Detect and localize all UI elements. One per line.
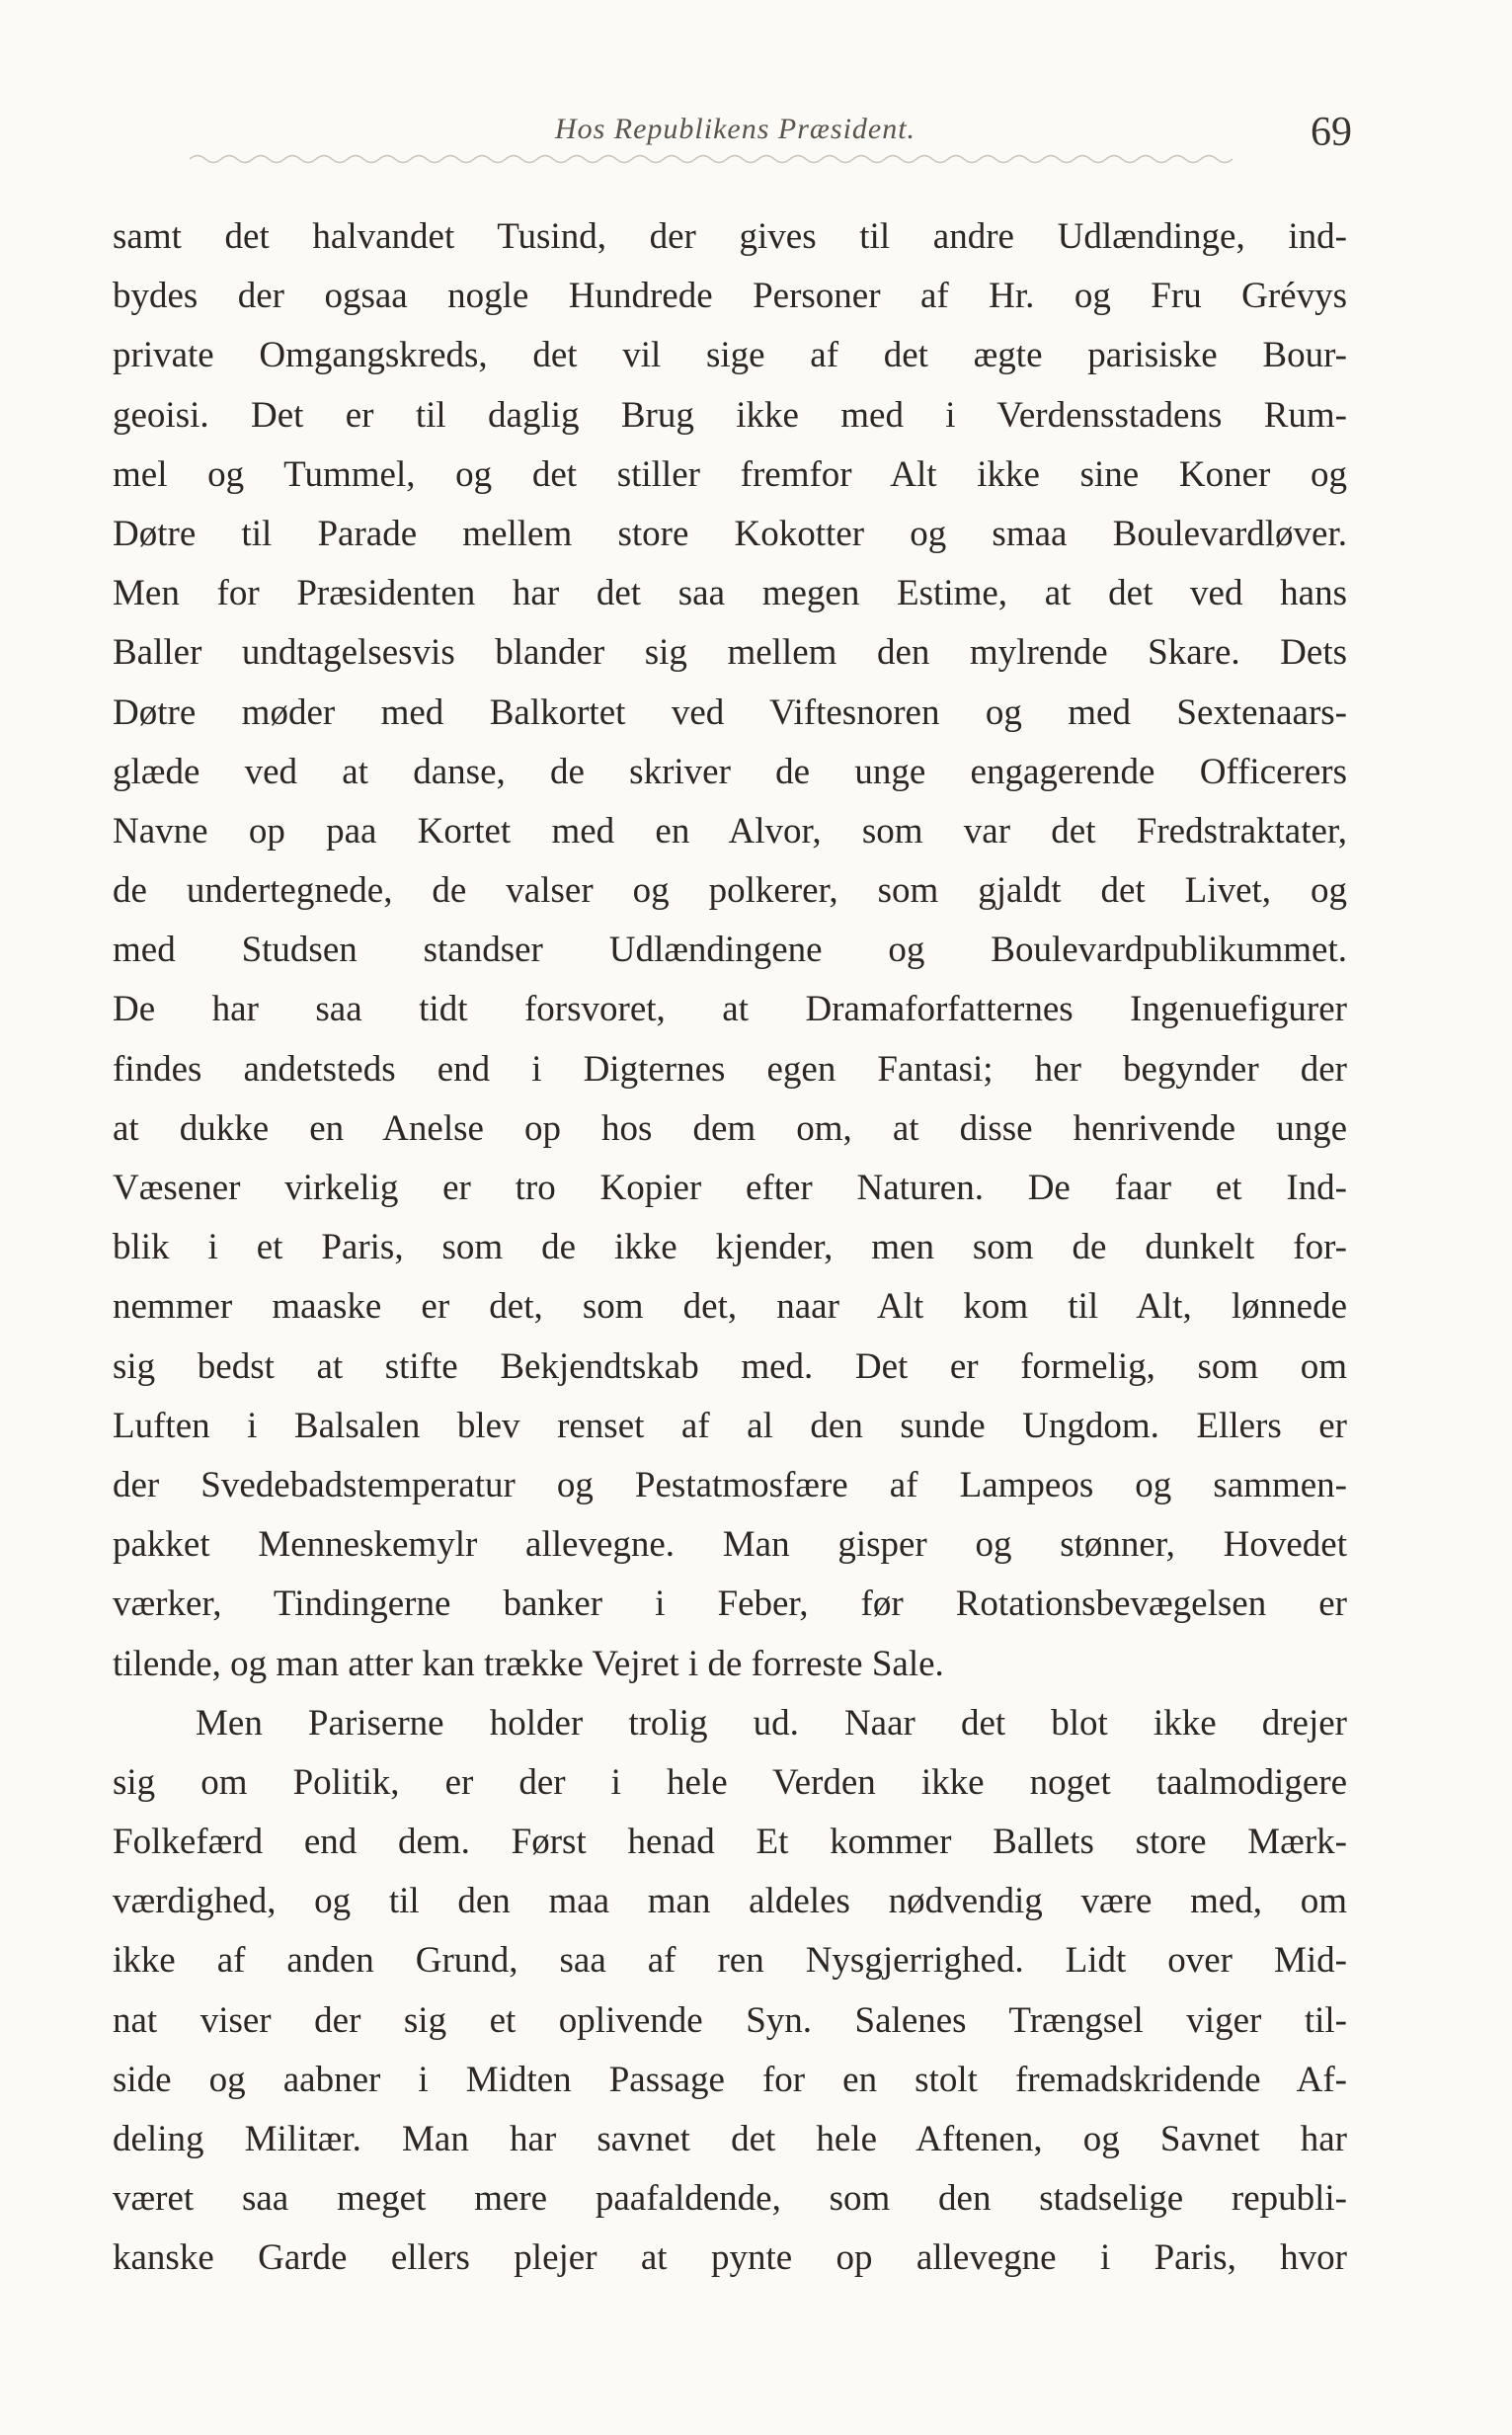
- running-title: Hos Republikens Præsident.: [554, 113, 916, 145]
- text-line: Baller undtagelsesvis blander sig mellem den mylrende Skare. Dets: [113, 632, 1347, 674]
- text-line: private Omgangskreds, det vil sige af det ægte parisiske Bour-: [113, 335, 1347, 376]
- text-line: mel og Tummel, og det stiller fremfor Alt ikke sine Koner og: [113, 453, 1347, 495]
- text-line: geoisi. Det er til daglig Brug ikke med i Verdensstadens Rum-: [113, 394, 1347, 436]
- text-line: Folkefærd end dem. Først henad Et kommer Ballets store Mærk-: [113, 1822, 1347, 1863]
- text-line: Men for Præsidenten har det saa megen Estime, at det ved hans: [113, 573, 1347, 614]
- text-line: værker, Tindingerne banker i Feber, før Rotationsbevægelsen er: [113, 1583, 1347, 1625]
- text-line: sig bedst at stifte Bekjendtskab med. Det er formelig, som om: [113, 1345, 1347, 1387]
- text-line: ikke af anden Grund, saa af ren Nysgjerrighed. Lidt over Mid-: [113, 1940, 1347, 1982]
- text-line: glæde ved at danse, de skriver de unge engagerende Officerers: [113, 751, 1347, 792]
- text-line: Luften i Balsalen blev renset af al den sunde Ungdom. Ellers er: [113, 1405, 1347, 1446]
- text-line: Døtre til Parade mellem store Kokotter og smaa Boulevardløver.: [113, 513, 1347, 554]
- text-line: side og aabner i Midten Passage for en stolt fremadskridende Af-: [113, 2059, 1347, 2100]
- text-line: med Studsen standser Udlændingene og Boulevardpublikummet.: [113, 930, 1347, 971]
- text-line: der Svedebadstemperatur og Pestatmosfære af Lampeos og sammen-: [113, 1464, 1347, 1505]
- text-line: nemmer maaske er det, som det, naar Alt kom til Alt, lønnede: [113, 1286, 1347, 1328]
- text-line: sig om Politik, er der i hele Verden ikke noget taalmodigere: [113, 1761, 1347, 1803]
- text-line: været saa meget mere paafaldende, som den stadselige republi-: [113, 2178, 1347, 2220]
- text-line: tilende, og man atter kan trække Vejret i de forreste Sale.: [113, 1643, 944, 1684]
- header-ornament: [190, 152, 1236, 166]
- text-line: deling Militær. Man har savnet det hele Aftenen, og Savnet har: [113, 2119, 1347, 2159]
- text-line: pakket Menneskemylr allevegne. Man gisper og stønner, Hovedet: [113, 1524, 1347, 1566]
- text-line: værdighed, og til den maa man aldeles nødvendig være med, om: [113, 1881, 1347, 1922]
- body-text: [113, 207, 1347, 2289]
- page-number: 69: [1311, 110, 1352, 155]
- text-line: Navne op paa Kortet med en Alvor, som var det Fredstraktater,: [113, 810, 1347, 852]
- text-line: blik i et Paris, som de ikke kjender, men som de dunkelt for-: [113, 1227, 1347, 1268]
- text-line: findes andetsteds end i Digternes egen Fantasi; her begynder der: [113, 1048, 1347, 1090]
- text-line: samt det halvandet Tusind, der gives til andre Udlændinge, ind-: [113, 216, 1347, 257]
- text-line: nat viser der sig et oplivende Syn. Salenes Trængsel viger til-: [113, 1999, 1347, 2041]
- text-line: de undertegnede, de valser og polkerer, som gjaldt det Livet, og: [113, 870, 1347, 912]
- text-line: Døtre møder med Balkortet ved Viftesnoren og med Sextenaars-: [113, 691, 1347, 733]
- text-line: Men Pariserne holder trolig ud. Naar det blot ikke drejer: [196, 1702, 1347, 1744]
- page-header: [111, 95, 1360, 174]
- text-line: bydes der ogsaa nogle Hundrede Personer af Hr. og Fru Grévys: [113, 276, 1347, 317]
- text-line: De har saa tidt forsvoret, at Dramaforfatternes Ingenuefigurer: [113, 989, 1347, 1030]
- text-line: kanske Garde ellers plejer at pynte op allevegne i Paris, hvor: [113, 2237, 1347, 2279]
- text-line: Væsener virkelig er tro Kopier efter Naturen. De faar et Ind-: [113, 1168, 1347, 1208]
- text-line: at dukke en Anelse op hos dem om, at disse henrivende unge: [113, 1107, 1347, 1149]
